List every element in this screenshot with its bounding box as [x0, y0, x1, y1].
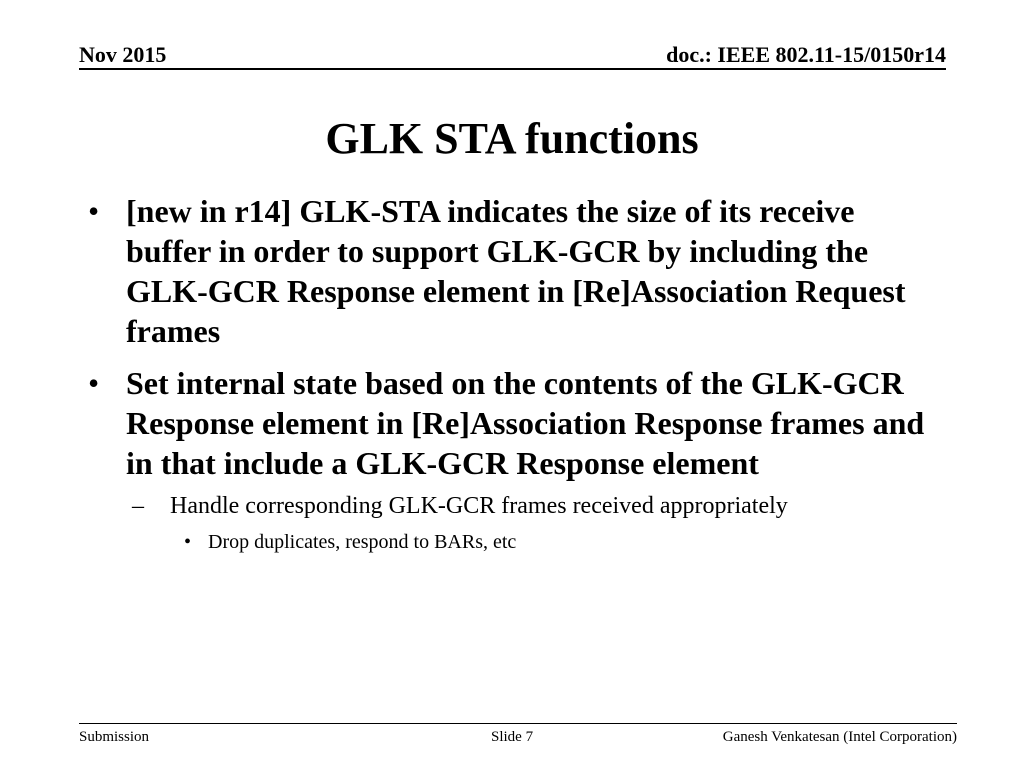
bullet-text: [new in r14] GLK-STA indicates the size of its receive buffer in order to support GLK-GCR by including the GLK-GCR Response element in [Re]Association Request frames	[126, 193, 906, 349]
dash-marker: –	[132, 493, 144, 519]
footer-author: Ganesh Venkatesan (Intel Corporation)	[722, 729, 957, 745]
bullet-marker: •	[184, 531, 192, 553]
header-date: Nov 2015	[79, 42, 167, 67]
bullet-marker: •	[88, 365, 100, 401]
bullet-marker: •	[88, 193, 100, 229]
bullet-item-2	[88, 363, 938, 483]
footer-divider	[79, 723, 957, 724]
sub-bullet-text: Handle corresponding GLK-GCR frames received appropriately	[170, 493, 788, 519]
bullet-text: Set internal state based on the contents of the GLK-GCR Response element in [Re]Association Response frames and in that include a GLK-GCR Response element	[126, 365, 925, 481]
footer-submission: Submission	[79, 729, 150, 745]
slide-body	[88, 191, 938, 555]
sub-sub-bullet-item	[184, 529, 938, 555]
header-doc-id: doc.: IEEE 802.11-15/0150r14	[666, 42, 946, 67]
sub-bullet-item	[132, 491, 938, 521]
slide-title: GLK STA functions	[325, 114, 699, 163]
header-divider	[79, 68, 946, 70]
footer-slide-number: Slide 7	[491, 729, 534, 745]
sub-sub-bullet-text: Drop duplicates, respond to BARs, etc	[208, 531, 517, 553]
bullet-item-1	[88, 191, 938, 351]
